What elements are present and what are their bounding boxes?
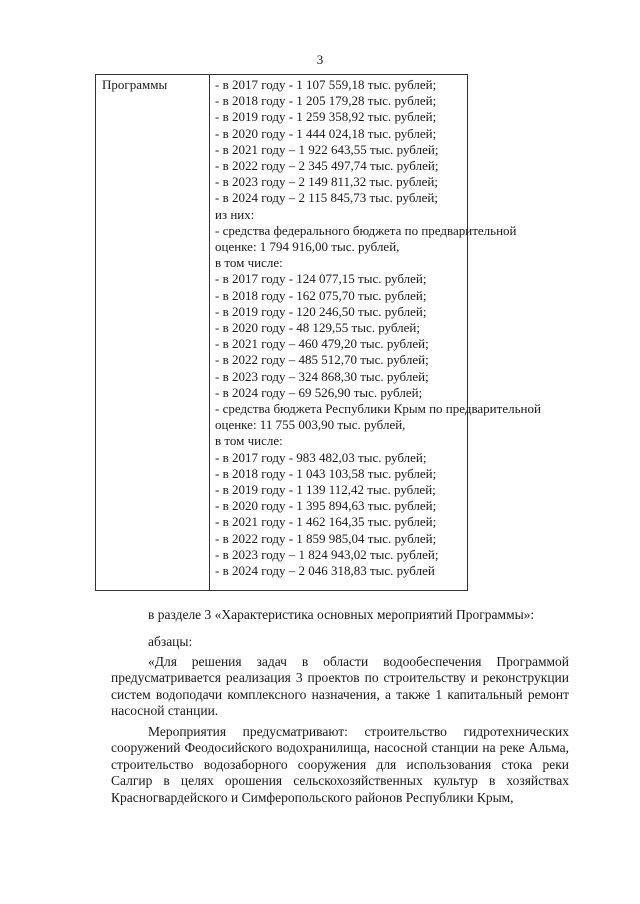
funding-line: - в 2023 году – 324 868,30 тыс. рублей; (215, 368, 429, 384)
funding-line: - в 2018 году - 162 075,70 тыс. рублей; (215, 287, 427, 303)
funding-line: - в 2021 году – 1 922 643,55 тыс. рублей; (215, 141, 439, 157)
funding-line: - в 2017 году - 983 482,03 тыс. рублей; (215, 449, 427, 465)
funding-line: - в 2020 году - 48 129,55 тыс. рублей; (215, 320, 421, 336)
funding-line: - в 2017 году - 124 077,15 тыс. рублей; (215, 271, 427, 287)
paragraph-text: Мероприятия предусматривают: строительство гидротехнических сооружений Феодосийского водохранилища, насосной станции на реке Альма, строительство водозаборного сооружения для использования стока реки Салгир в целях орошения сельскохозяйственных культур в хозяйствах Красногвардейского и Симферопольского районов Республики Крым, (111, 724, 569, 805)
table-left-label: Программы (102, 77, 168, 92)
funding-line: - средства бюджета Республики Крым по предварительной (215, 401, 541, 417)
table-funding-lines (215, 77, 575, 579)
funding-line: - в 2024 году – 2 115 845,73 тыс. рублей; (215, 190, 438, 206)
page-number: 3 (316, 52, 324, 67)
funding-line: из них: (215, 206, 255, 222)
funding-line: - в 2018 году - 1 205 179,28 тыс. рублей; (215, 93, 437, 109)
table-column-divider (209, 75, 210, 590)
funding-line: - в 2022 году – 2 345 497,74 тыс. рублей; (215, 158, 439, 174)
funding-line: - в 2017 году - 1 107 559,18 тыс. рублей; (215, 77, 437, 92)
paragraph-water-supply (111, 654, 569, 720)
funding-line: оценке: 11 755 003,90 тыс. рублей, (215, 417, 406, 433)
funding-line: - в 2020 году - 1 444 024,18 тыс. рублей; (215, 125, 437, 141)
paragraph-measures (111, 724, 569, 806)
funding-line: - в 2019 году - 1 139 112,42 тыс. рублей; (215, 482, 436, 498)
funding-line: - в 2023 году – 1 824 943,02 тыс. рублей; (215, 546, 439, 562)
funding-table (95, 74, 541, 591)
funding-line: - в 2020 году - 1 395 894,63 тыс. рублей; (215, 498, 437, 514)
funding-line: оценке: 1 794 916,00 тыс. рублей, (215, 239, 400, 255)
funding-line: - в 2018 году - 1 043 103,58 тыс. рублей; (215, 465, 437, 481)
funding-line: - в 2019 году - 1 259 358,92 тыс. рублей; (215, 109, 437, 125)
section-heading: в разделе 3 «Характеристика основных мероприятий Программы»: (148, 607, 535, 622)
funding-line: - в 2021 году – 460 479,20 тыс. рублей; (215, 336, 429, 352)
funding-line: - в 2024 году – 69 526,90 тыс. рублей; (215, 384, 423, 400)
funding-line: в том числе: (215, 255, 283, 271)
funding-line: - в 2022 году – 485 512,70 тыс. рублей; (215, 352, 429, 368)
funding-line: - в 2023 году – 2 149 811,32 тыс. рублей; (215, 174, 438, 190)
funding-line: - в 2022 году - 1 859 985,04 тыс. рублей; (215, 530, 437, 546)
funding-line: в том числе: (215, 433, 283, 449)
paragraph-text: «Для решения задач в области водообеспечения Программой предусматривается реализация 3 проектов по строительству и реконструкции систем водоподачи комплексного назначения, а также 1 капитальный ремонт насосной станции. (111, 654, 569, 719)
funding-line: - в 2021 году - 1 462 164,35 тыс. рублей; (215, 514, 437, 530)
paragraphs-label: абзацы: (148, 634, 193, 649)
funding-line: - в 2024 году – 2 046 318,83 тыс. рублей (215, 563, 435, 579)
funding-line: - средства федерального бюджета по предварительной (215, 222, 517, 238)
funding-line: - в 2019 году - 120 246,50 тыс. рублей; (215, 303, 427, 319)
